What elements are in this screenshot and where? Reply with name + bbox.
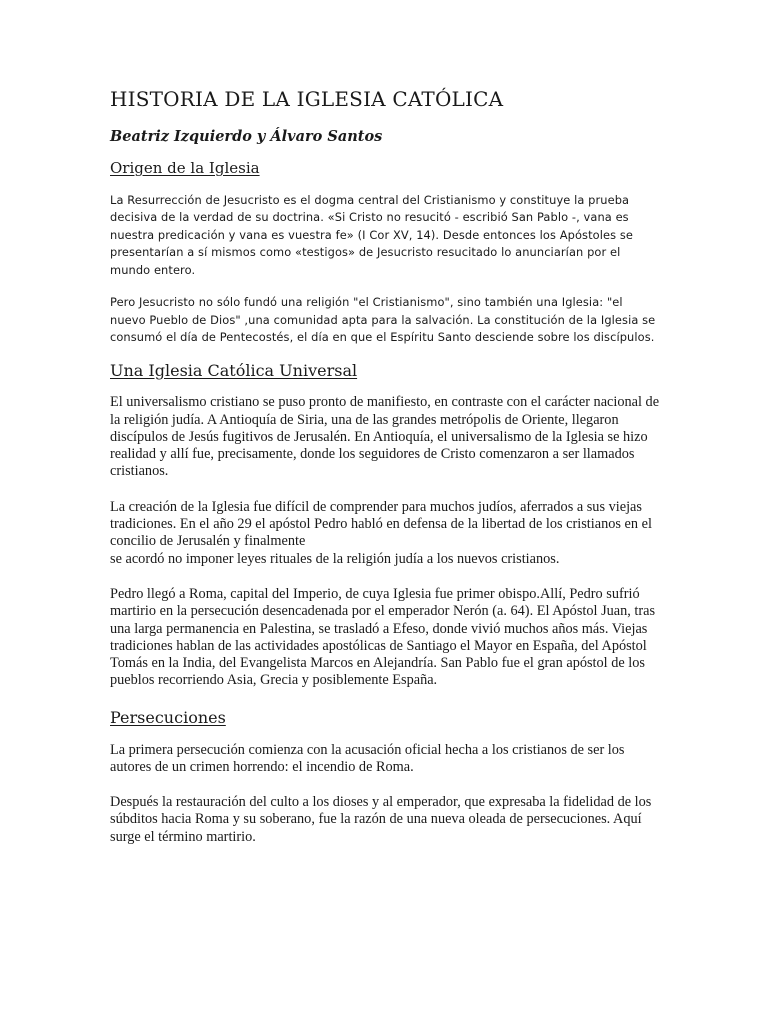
paragraph: La Resurrección de Jesucristo es el dogma central del Cristianismo y constituye la prueba decisiva de la verdad de su doctrina. «Si Cristo no resucitó - escribió San Pablo -, vana es nuestra predicación y vana es vuestra fe» (I Cor XV, 14). Desde entonces los Apóstoles se presentarían a sí mismos como «testigos» de Jesucristo resucitado lo anunciarían por el mundo entero.: [110, 192, 633, 277]
section-heading: Una Iglesia Católica Universal: [110, 360, 358, 380]
paragraph: El universalismo cristiano se puso pronto de manifiesto, en contraste con el carácter nacional de la religión judía. A Antioquía de Siria, una de las grandes metrópolis de Oriente, llegaron discípulos de Jesús fugitivos de Jerusalén. En Antioquía, el universalismo de la Iglesia se hizo realidad y allí fue, precisamente, donde los seguidores de Cristo comenzaron a ser llamados cristianos.: [110, 394, 660, 480]
document-title: HISTORIA DE LA IGLESIA CATÓLICA: [110, 87, 504, 111]
section-origen: [110, 159, 660, 347]
paragraph: La primera persecución comienza con la acusación oficial hecha a los cristianos de ser los autores de un crimen horrendo: el incendio de Roma.: [110, 741, 625, 775]
section-iglesia-universal: [110, 361, 660, 690]
paragraph: Pero Jesucristo no sólo fundó una religión "el Cristianismo", sino también una Iglesia: "el nuevo Pueblo de Dios" ,una comunidad apta para la salvación. La constitución de la Iglesia se consumó el día de Pentecostés, el día en que el Espíritu Santo desciende sobre los discípulos.: [110, 295, 656, 344]
section-heading: Persecuciones: [110, 707, 226, 727]
paragraph: Después la restauración del culto a los dioses y al emperador, que expresaba la fidelidad de los súbditos hacia Roma y su soberano, fue la razón de una nueva oleada de persecuciones. Aquí surge el término martirio.: [110, 794, 652, 845]
section-heading: Origen de la Iglesia: [110, 159, 260, 177]
document-authors: Beatriz Izquierdo y Álvaro Santos: [110, 128, 383, 145]
paragraph: se acordó no imponer leyes rituales de la religión judía a los nuevos cristianos.: [110, 550, 560, 567]
paragraph: La creación de la Iglesia fue difícil de comprender para muchos judíos, aferrados a sus viejas tradiciones. En el año 29 el apóstol Pedro habló en defensa de la libertad de los cristianos en el concilio de Jerusalén y finalmente: [110, 498, 652, 550]
paragraph: Pedro llegó a Roma, capital del Imperio, de cuya Iglesia fue primer obispo.Allí, Pedro sufrió martirio en la persecución desencadenada por el emperador Nerón (a. 64). El Apóstol Juan, tras una larga permanencia en Palestina, se trasladó a Efeso, donde vivió muchos años más. Viejas tradiciones hablan de las actividades apostólicas de Santiago el Mayor en España, del Apóstol Tomás en la India, del Evangelista Marcos en Alejandría. San Pablo fue el gran apóstol de los pueblos recorriendo Asia, Grecia y posiblemente España.: [110, 585, 656, 689]
section-persecuciones: [110, 708, 660, 846]
document-page: [110, 86, 660, 864]
